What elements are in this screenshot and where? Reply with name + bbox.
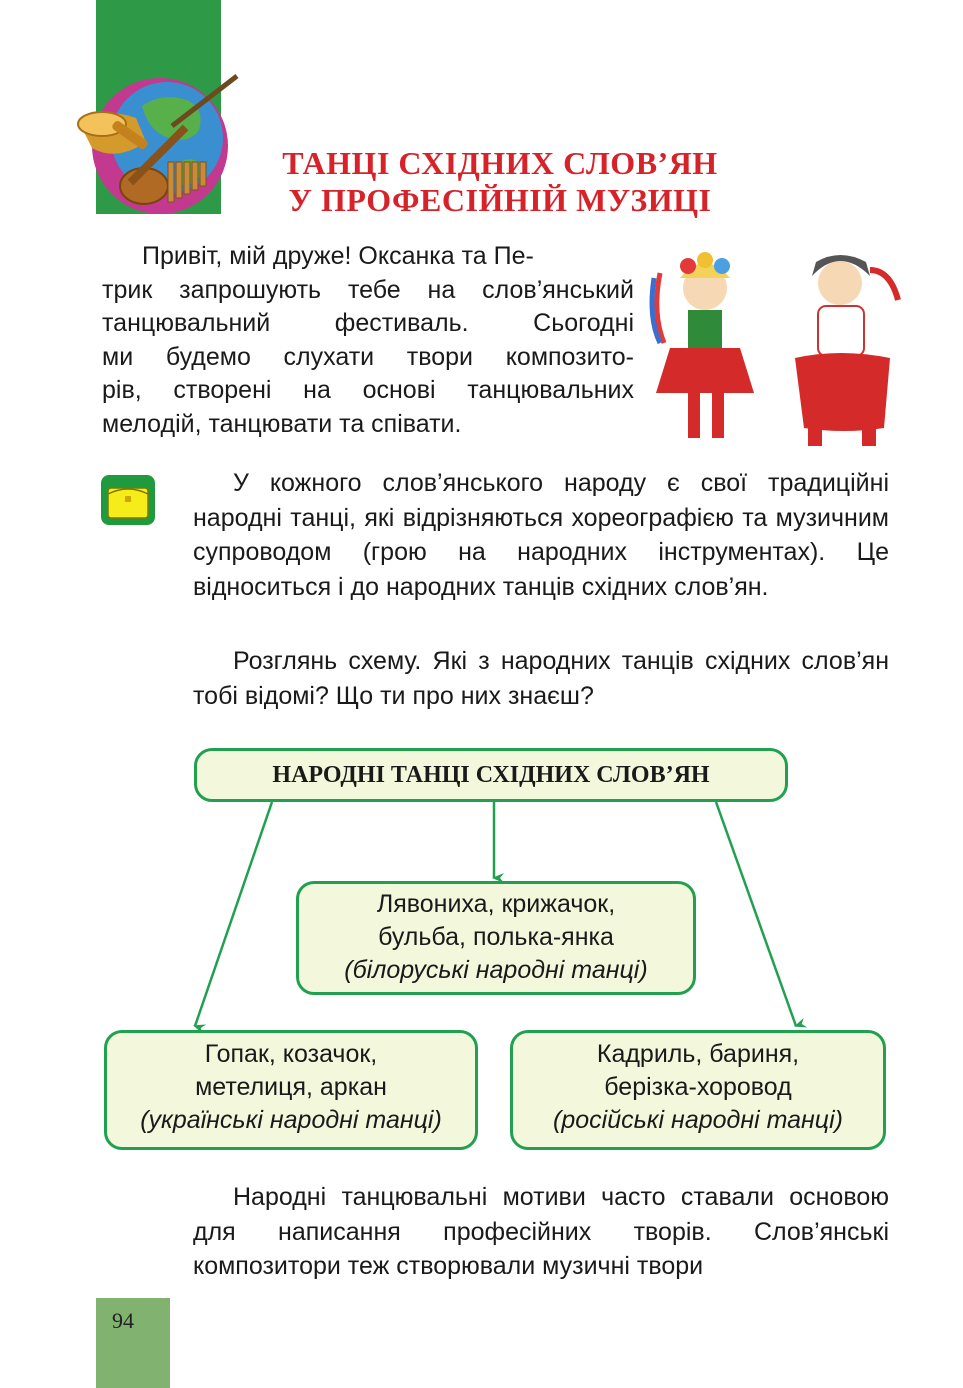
intro-line-1: Привіт, мій друже! Оксанка та Пе- [142, 242, 534, 270]
treasure-chest-icon [100, 474, 156, 526]
belarusian-dances-note: (білоруські народні танці) [344, 956, 648, 984]
ukrainian-dances-line-1: Гопак, козачок, [204, 1040, 378, 1068]
belarusian-dances-line-1: Лявониха, крижачок, [376, 890, 616, 918]
intro-line-6: мелодій, танцювати та співати. [102, 409, 462, 438]
russian-dances-line-1: Кадриль, бариня, [596, 1040, 800, 1068]
arrow-to-left [195, 802, 272, 1026]
russian-dances-line-2: берізка-хоровод [604, 1073, 792, 1101]
title-line-1: ТАНЦІ СХІДНИХ СЛОВ’ЯН [282, 145, 718, 181]
russian-dances-note: (російські народні танці) [553, 1106, 843, 1134]
ukrainian-dancing-children-illustration [640, 248, 910, 453]
scheme-russian-box [510, 1030, 886, 1150]
scheme-belarusian-box [296, 881, 696, 995]
paragraph-traditional-dances: У кожного слов’янського народу є свої традиційні народні танці, які відрізняються хореографією та музичним супроводом (грою на народних інструментах). Це відноситься і до народних танців східних слов’ян. [193, 469, 889, 601]
scheme-ukrainian-box [104, 1030, 478, 1150]
paragraph-scheme-question: Розглянь схему. Які з народних танців східних слов’ян тобі відомі? Що ти про них знаєш? [193, 647, 889, 710]
intro-paragraph [102, 240, 634, 441]
page-title [240, 145, 760, 219]
page-number: 94 [112, 1308, 134, 1333]
music-instruments-globe-icon [72, 66, 242, 216]
intro-line-2: трик запрошують тебе на слов’янський [102, 275, 634, 304]
ukrainian-dances-note: (українські народні танці) [140, 1106, 442, 1134]
intro-line-3: танцювальний фестиваль. Сьогодні [102, 309, 634, 337]
ukrainian-dances-line-2: метелиця, аркан [195, 1073, 387, 1101]
intro-line-5: рів, створені на основі танцювальних [102, 376, 634, 404]
paragraph-folk-motifs: Народні танцювальні мотиви часто ставали основою для написання професійних творів. Слов’янські композитори теж створювали музичні твори [193, 1183, 889, 1280]
arrow-to-right [716, 802, 796, 1026]
belarusian-dances-line-2: бульба, полька-янка [378, 923, 614, 951]
intro-line-4: ми будемо слухати твори композито- [102, 342, 634, 371]
scheme-root-box [194, 748, 788, 802]
title-line-2: У ПРОФЕСІЙНІЙ МУЗИЦІ [288, 182, 712, 218]
scheme-root-label: НАРОДНІ ТАНЦІ СХІДНИХ СЛОВ’ЯН [272, 762, 710, 788]
